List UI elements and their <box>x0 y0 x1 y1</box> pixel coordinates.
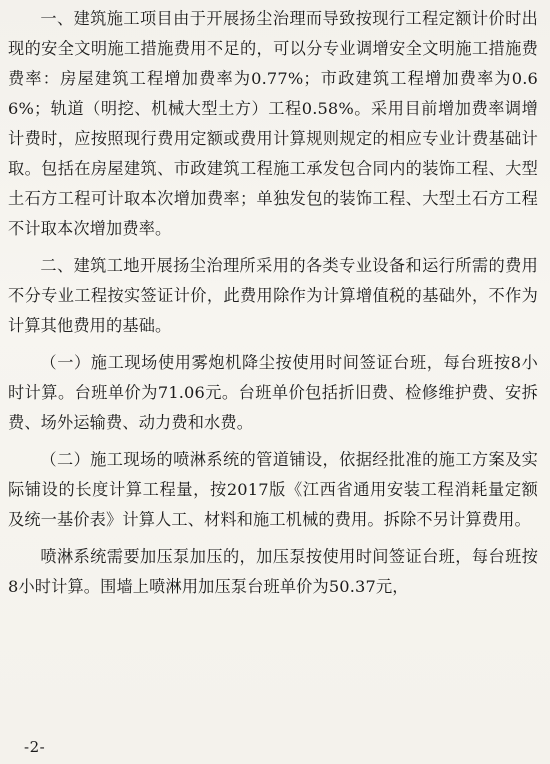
paragraph-dust-equipment-costs: 二、建筑工地开展扬尘治理所采用的各类专业设备和运行所需的费用不分专业工程按实签证计价，此费用除作为计算增值税的基础外，不作为计算其他费用的基础。 <box>8 256 538 335</box>
paragraph-sprinkler-pipes: （二）施工现场的喷淋系统的管道铺设，依据经批准的施工方案及实际铺设的长度计算工程量，按2017版《江西省通用安装工程消耗量定额及统一基价表》计算人工、材料和施工机械的费用。拆除不另计算费用。 <box>8 450 538 529</box>
paragraph-fog-cannon: （一）施工现场使用雾炮机降尘按使用时间签证台班，每台班按8小时计算。台班单价为71.06元。台班单价包括折旧费、检修维护费、安拆费、场外运输费、动力费和水费。 <box>8 353 538 432</box>
page-number: -2- <box>24 738 46 756</box>
paragraph-safety-fee-rates: 一、建筑施工项目由于开展扬尘治理而导致按现行工程定额计价时出现的安全文明施工措施费用不足的，可以分专业调增安全文明施工措施费费率：房屋建筑工程增加费率为0.77%；市政建筑工程增加费率为0.66%；轨道（明挖、机械大型土方）工程0.58%。采用目前增加费率调增计费时，应按照现行费用定额或费用计算规则规定的相应专业计费基础计取。包括在房屋建筑、市政建筑工程施工承发包合同内的装饰工程、大型土石方工程可计取本次增加费率；单独发包的装饰工程、大型土石方工程不计取本次增加费率。 <box>8 9 538 238</box>
paragraph-booster-pump: 喷淋系统需要加压泵加压的，加压泵按使用时间签证台班，每台班按8小时计算。围墙上喷淋用加压泵台班单价为50.37元， <box>8 547 538 596</box>
